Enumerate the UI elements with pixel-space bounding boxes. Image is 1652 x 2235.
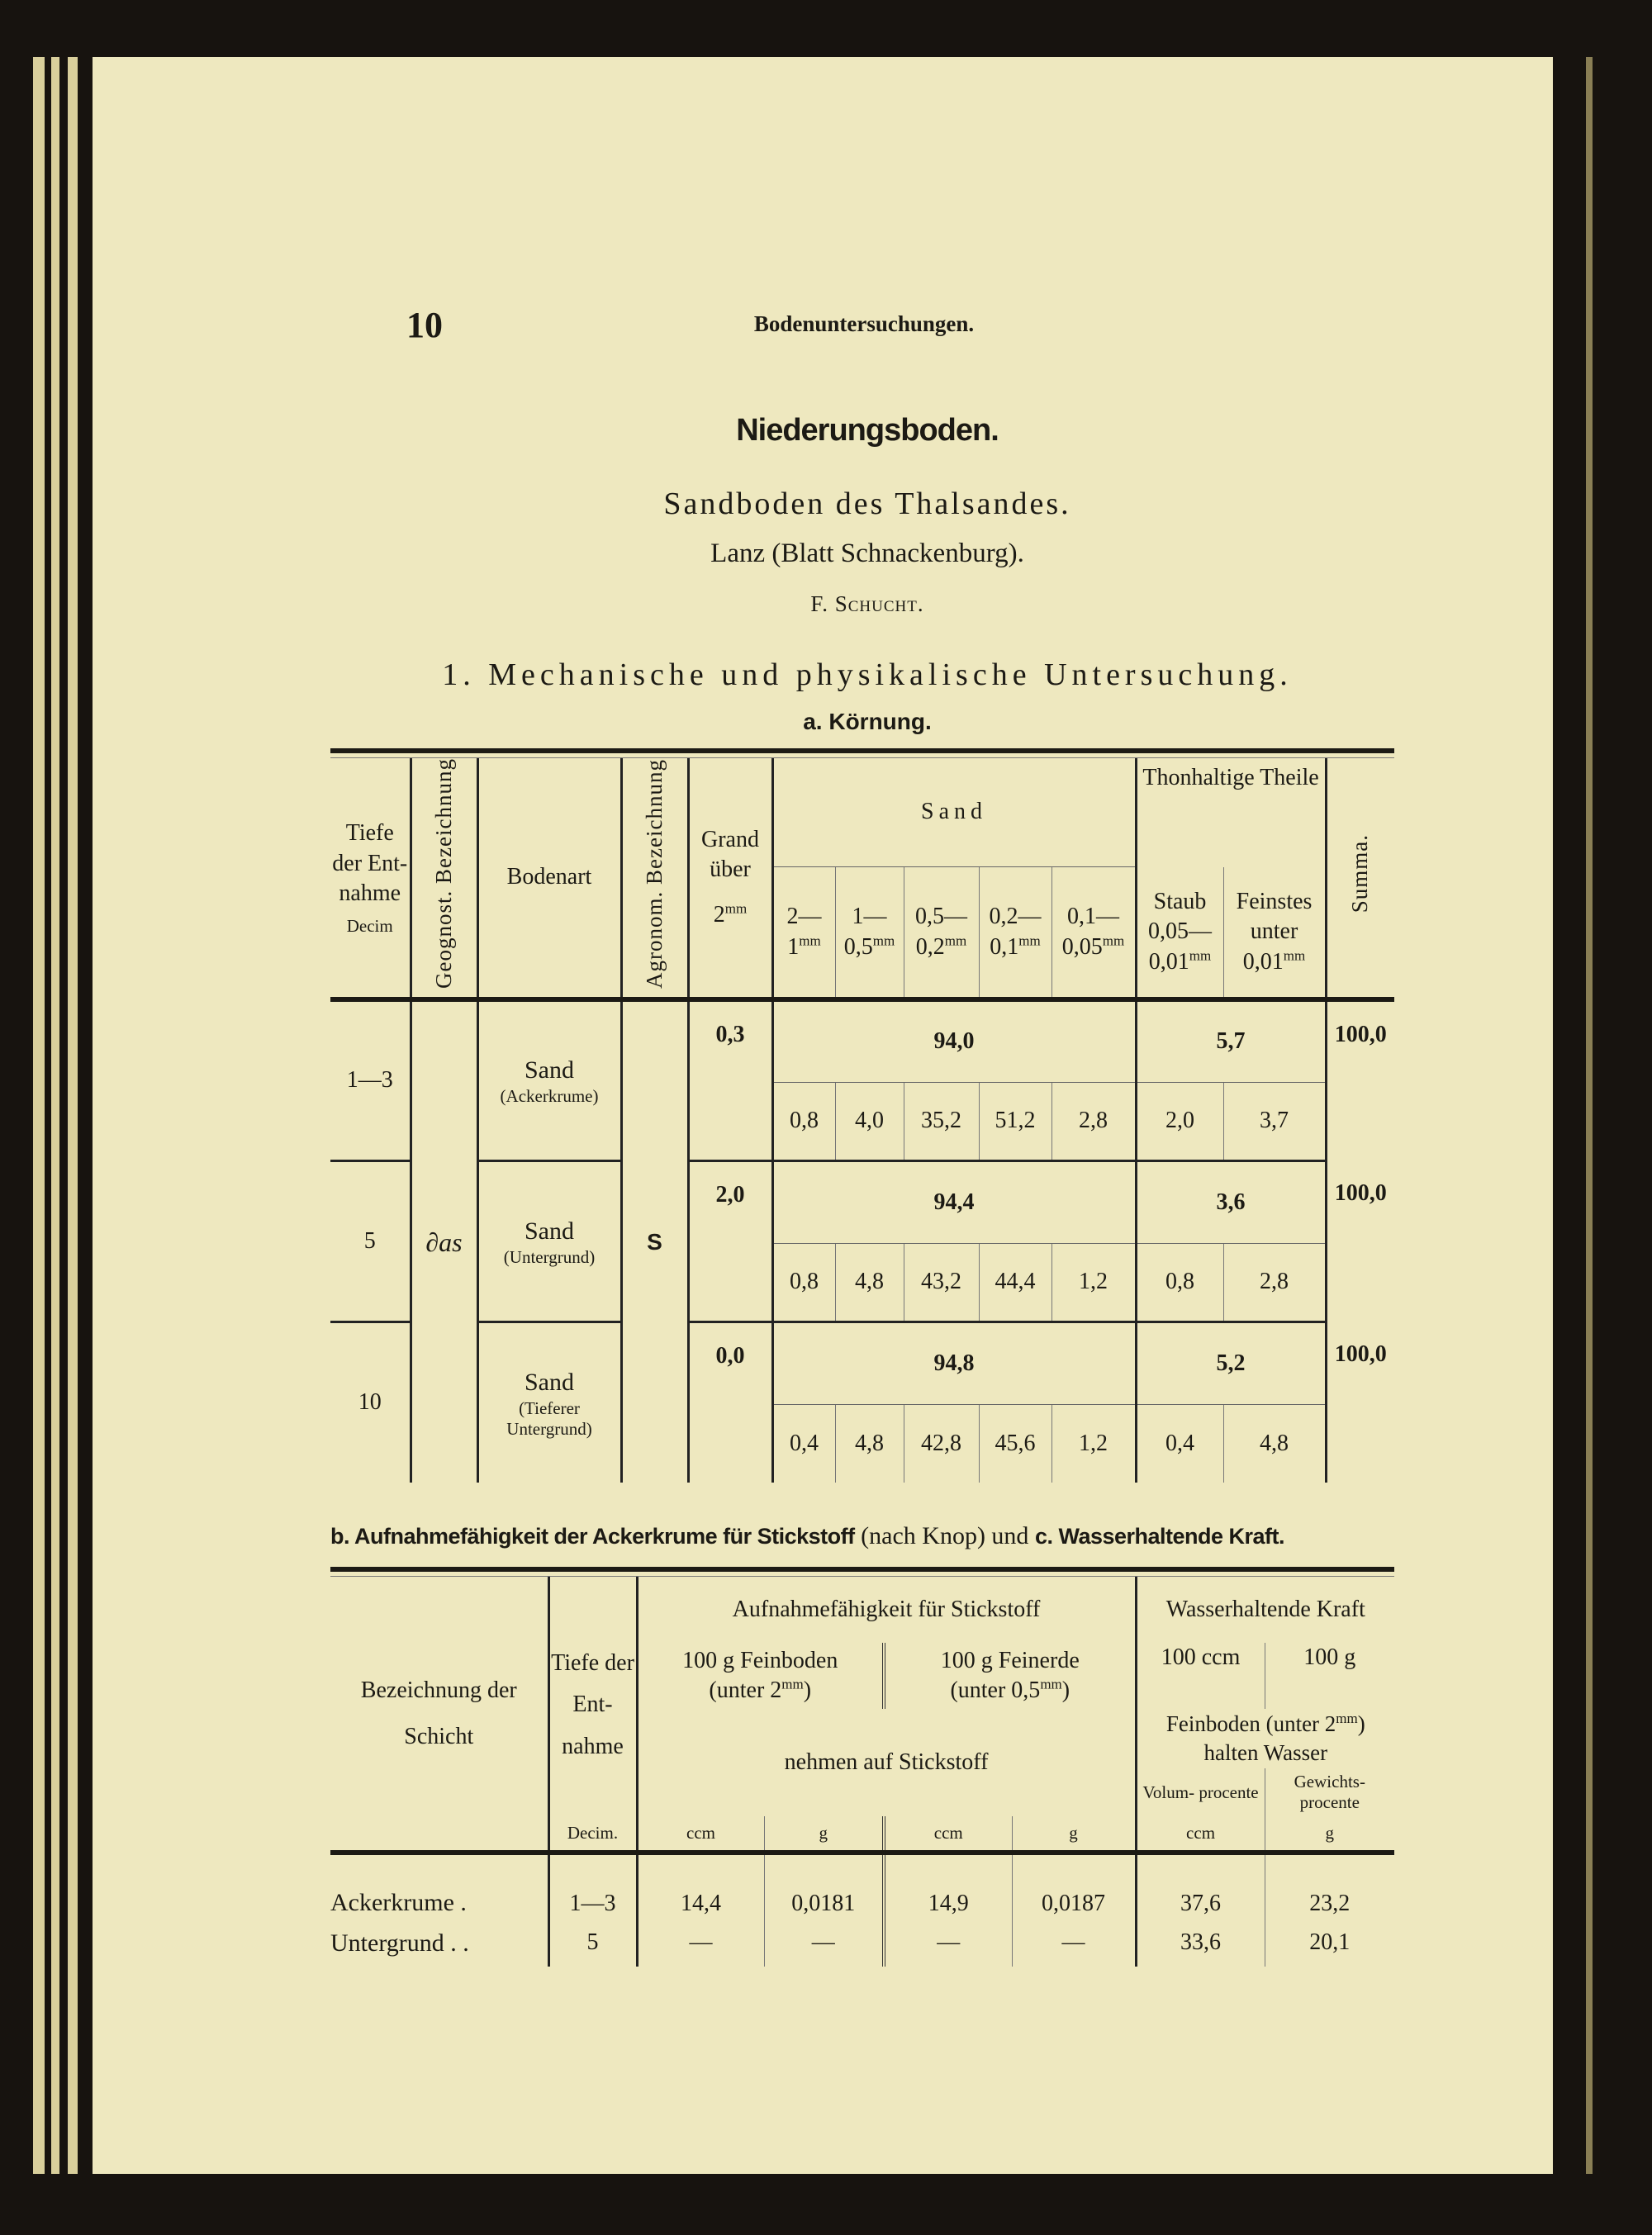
cell-bodenart: Sand (Untergrund) xyxy=(477,1160,621,1322)
page-edge xyxy=(51,57,59,2174)
cell-value: 23,2 xyxy=(1265,1853,1394,1919)
page-edge xyxy=(1586,57,1593,2174)
cell-name: Ackerkrume . xyxy=(330,1889,467,1917)
grain-size-table-wrap xyxy=(330,748,1394,1483)
page-number: 10 xyxy=(406,305,443,345)
cell-thon-total: 3,6 xyxy=(1136,1160,1326,1243)
cell-sand: 4,8 xyxy=(835,1404,904,1483)
unit: g xyxy=(764,1816,884,1853)
cell-sand: 4,8 xyxy=(835,1243,904,1322)
cell-staub: 2,0 xyxy=(1136,1082,1223,1160)
subsection-heading: a. Körnung. xyxy=(803,709,932,734)
cell-sand: 51,2 xyxy=(979,1082,1051,1160)
unit-tiefe: Decim. xyxy=(548,1816,637,1853)
cell-bodenart: Sand (Ackerkrume) xyxy=(477,999,621,1160)
cell-sand-total: 94,4 xyxy=(772,1160,1136,1243)
tables-flow xyxy=(330,748,1394,1967)
cell-sand: 45,6 xyxy=(979,1404,1051,1483)
table-row xyxy=(330,1853,1394,1919)
cell-value: 0,0187 xyxy=(1012,1853,1136,1919)
unit: g xyxy=(1265,1816,1394,1853)
cell-sand: 2,8 xyxy=(1051,1082,1136,1160)
header-100g: 100 g xyxy=(1265,1643,1394,1709)
table-row xyxy=(330,1160,1394,1243)
header-sand-size: 0,2— $0,1^{mm}$ xyxy=(979,867,1051,1000)
section-b-heading: b. Aufnahmefähigkeit der Ackerkrume für Stickstoff (nach Knop) und c. Wasserhaltende Kraft. xyxy=(330,1522,1285,1550)
cell-sand-total: 94,0 xyxy=(772,999,1136,1082)
cell-sand: 35,2 xyxy=(904,1082,979,1160)
section-heading: 1. Mechanische und physikalische Untersuchung. xyxy=(442,657,1293,692)
page-edge xyxy=(33,57,45,2174)
header-tiefe: Tiefe der Ent- nahme Decim xyxy=(330,758,411,999)
header-100ccm: 100 ccm xyxy=(1136,1643,1265,1709)
cell-value: — xyxy=(1012,1919,1136,1967)
header-aufnahme: Aufnahmefähigkeit für Stickstoff xyxy=(637,1577,1136,1643)
cell-value: 20,1 xyxy=(1265,1919,1394,1967)
cell-tiefe: 1—3 xyxy=(548,1853,637,1919)
cell-bodenart: Sand (Tieferer Untergrund) xyxy=(477,1322,621,1483)
cell-grand: 2,0 xyxy=(688,1160,772,1322)
header-agronom: Agronom. Bezeichnung xyxy=(621,758,688,999)
running-head: Bodenuntersuchungen. xyxy=(753,311,975,336)
header-sand-size: 2— $1^{mm}$ xyxy=(772,867,835,1000)
table-row xyxy=(330,1322,1394,1404)
header-feinboden: 100 g Feinboden (unter $2^{mm}$) xyxy=(637,1643,884,1709)
table-row xyxy=(330,1919,1394,1967)
header-wasser: Wasserhaltende Kraft xyxy=(1136,1577,1394,1643)
cell-value: — xyxy=(637,1919,764,1967)
header-nehmen: nehmen auf Stickstoff xyxy=(637,1709,1136,1816)
cell-tiefe: 5 xyxy=(330,1160,411,1322)
cell-sand: 44,4 xyxy=(979,1243,1051,1322)
cell-tiefe: 10 xyxy=(358,1389,382,1416)
cell-grand: 0,3 xyxy=(688,999,772,1160)
cell-feinstes: 4,8 xyxy=(1223,1404,1326,1483)
cell-summa: 100,0 xyxy=(1326,999,1394,1160)
cell-feinstes: 2,8 xyxy=(1223,1243,1326,1322)
cell-sand-total: 94,8 xyxy=(772,1322,1136,1404)
author: F. Schucht. xyxy=(810,591,924,616)
unit: g xyxy=(1012,1816,1136,1853)
unit: ccm xyxy=(1136,1816,1265,1853)
cell-value: — xyxy=(884,1919,1012,1967)
unit: ccm xyxy=(884,1816,1012,1853)
table-row xyxy=(330,999,1394,1082)
header-feinerde: 100 g Feinerde (unter $0,5^{mm}$) xyxy=(884,1643,1136,1709)
nitrogen-water-table xyxy=(330,1577,1394,1967)
cell-sand: 0,8 xyxy=(772,1243,835,1322)
header-summa: Summa. xyxy=(1326,758,1394,999)
cell-sand: 0,4 xyxy=(772,1404,835,1483)
page-edge xyxy=(68,57,78,2174)
location: Lanz (Blatt Schnackenburg). xyxy=(710,539,1024,568)
header-volum: Volum- procente xyxy=(1136,1768,1265,1816)
header-sand-size: 0,1— $0,05^{mm}$ xyxy=(1051,867,1136,1000)
cell-grand: 0,0 xyxy=(688,1322,772,1483)
cell-value: — xyxy=(764,1919,884,1967)
cell-tiefe: 1—3 xyxy=(330,999,411,1160)
cell-sand: 0,8 xyxy=(772,1082,835,1160)
cell-sand: 4,0 xyxy=(835,1082,904,1160)
cell-sand: 1,2 xyxy=(1051,1404,1136,1483)
header-sand: Sand xyxy=(772,758,1136,867)
cell-sand: 43,2 xyxy=(904,1243,979,1322)
cell-value: 37,6 xyxy=(1136,1853,1265,1919)
header-bodenart: Bodenart xyxy=(477,758,621,999)
cell-value: 0,0181 xyxy=(764,1853,884,1919)
nitrogen-water-table-wrap xyxy=(330,1567,1394,1967)
cell-value: 33,6 xyxy=(1136,1919,1265,1967)
cell-feinstes: 3,7 xyxy=(1223,1082,1326,1160)
unit: ccm xyxy=(637,1816,764,1853)
header-sand-size: 0,5— $0,2^{mm}$ xyxy=(904,867,979,1000)
cell-value: 14,4 xyxy=(637,1853,764,1919)
cell-summa: 100,0 xyxy=(1326,1160,1394,1322)
header-thon: Thonhaltige Theile xyxy=(1136,758,1326,867)
header-tiefe: Tiefe der Ent- nahme xyxy=(548,1577,637,1816)
cell-sand: 1,2 xyxy=(1051,1243,1136,1322)
cell-tiefe: 5 xyxy=(548,1919,637,1967)
header-halten: Feinboden (unter $2^{mm}$) halten Wasser xyxy=(1136,1709,1394,1768)
cell-sand: 42,8 xyxy=(904,1404,979,1483)
header-gewicht: Gewichts- procente xyxy=(1265,1768,1394,1816)
header-geognost: Geognost. Bezeichnung xyxy=(411,758,477,999)
cell-thon-total: 5,2 xyxy=(1136,1322,1326,1404)
cell-thon-total: 5,7 xyxy=(1136,999,1326,1082)
header-feinstes: Feinstes unter $0,01^{mm}$ xyxy=(1223,867,1326,1000)
header-grand: Grand über $2^{mm}$ xyxy=(688,758,772,999)
cell-value: 14,9 xyxy=(884,1853,1012,1919)
cell-staub: 0,8 xyxy=(1136,1243,1223,1322)
cell-staub: 0,4 xyxy=(1136,1404,1223,1483)
grain-size-table xyxy=(330,758,1394,1483)
subtitle: Sandboden des Thalsandes. xyxy=(663,486,1071,521)
page-title: Niederungsboden. xyxy=(736,413,999,448)
header-staub: Staub 0,05— $0,01^{mm}$ xyxy=(1136,867,1223,1000)
header-bezeichnung: Bezeichnung der Schicht xyxy=(330,1577,548,1853)
cell-geognost: ∂as xyxy=(411,999,477,1483)
cell-summa: 100,0 xyxy=(1326,1322,1394,1483)
header-sand-size: 1— $0,5^{mm}$ xyxy=(835,867,904,1000)
cell-name: Untergrund . . xyxy=(330,1929,469,1957)
cell-agronom: S xyxy=(621,999,688,1483)
